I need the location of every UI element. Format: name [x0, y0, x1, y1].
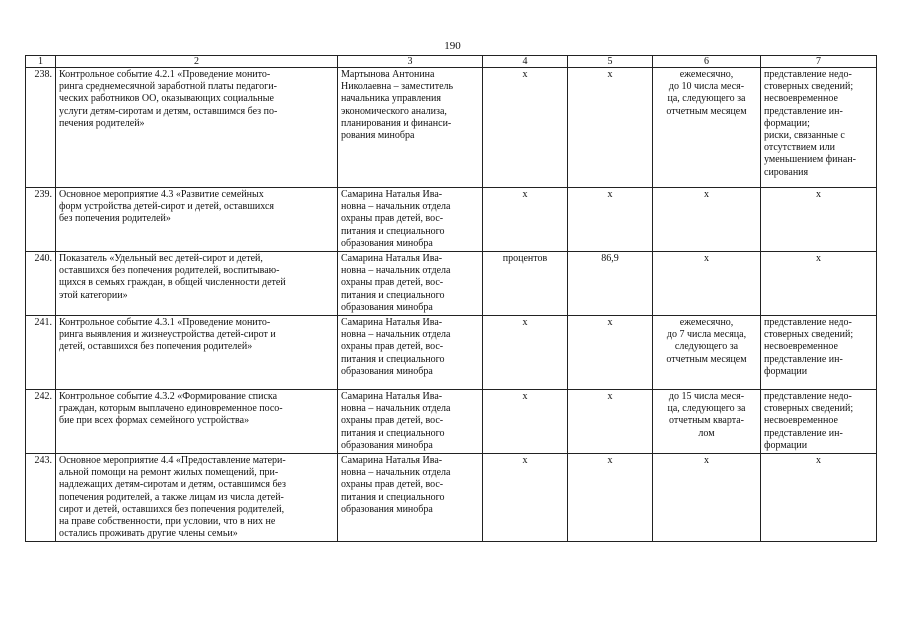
row-unit: процентов	[483, 252, 568, 316]
row-deadline: ежемесячно, до 7 числа месяца, следующего за отчетным месяцем	[653, 316, 761, 390]
header-col-4: 4	[483, 56, 568, 68]
row-risks: х	[761, 454, 877, 542]
row-description: Контрольное событие 4.3.1 «Проведение монито- ринга выявления и жизнеустройства детей-сирот и детей, оставшихся без попечения родителей»	[56, 316, 338, 390]
row-value: х	[568, 68, 653, 188]
row-description: Основное мероприятие 4.4 «Предоставление матери- альной помощи на ремонт жилых помещений, при- надлежащих детям-сиротам и детям, оставшимся без попечения родителей, а также лицам из числа детей- сирот и детей, оставшихся без попечения родителей, на праве собственности, при условии, что в них не остались проживать другие члены семьи»	[56, 454, 338, 542]
row-deadline: до 15 числа меся- ца, следующего за отчетным кварта- лом	[653, 390, 761, 454]
table-row	[26, 454, 877, 542]
row-value: 86,9	[568, 252, 653, 316]
row-unit: х	[483, 68, 568, 188]
row-risks: представление недо- стоверных сведений; несвоевременное представление ин- формации	[761, 316, 877, 390]
table-row	[26, 316, 877, 390]
row-responsible: Самарина Наталья Ива- новна – начальник отдела охраны прав детей, вос- питания и специального образования минобра	[338, 454, 483, 542]
row-responsible: Самарина Наталья Ива- новна – начальник отдела охраны прав детей, вос- питания и специального образования минобра	[338, 390, 483, 454]
row-risks: х	[761, 252, 877, 316]
row-value: х	[568, 390, 653, 454]
row-responsible: Самарина Наталья Ива- новна – начальник отдела охраны прав детей, вос- питания и специального образования минобра	[338, 188, 483, 252]
row-value: х	[568, 188, 653, 252]
row-deadline: х	[653, 188, 761, 252]
row-responsible: Мартынова Антонина Николаевна – заместитель начальника управления экономического анализа, планирования и финанси- рования минобра	[338, 68, 483, 188]
table-row	[26, 68, 877, 188]
row-risks: представление недо- стоверных сведений; несвоевременное представление ин- формации; риски, связанные с отсутствием или уменьшением финан- сирования	[761, 68, 877, 188]
header-col-5: 5	[568, 56, 653, 68]
row-number: 242.	[26, 390, 56, 454]
row-risks: х	[761, 188, 877, 252]
row-responsible: Самарина Наталья Ива- новна – начальник отдела охраны прав детей, вос- питания и специального образования минобра	[338, 316, 483, 390]
row-value: х	[568, 316, 653, 390]
row-number: 239.	[26, 188, 56, 252]
row-responsible: Самарина Наталья Ива- новна – начальник отдела охраны прав детей, вос- питания и специального образования минобра	[338, 252, 483, 316]
row-description: Показатель «Удельный вес детей-сирот и детей, оставшихся без попечения родителей, воспитываю- щихся в семьях граждан, в общей численности детей этой категории»	[56, 252, 338, 316]
row-risks: представление недо- стоверных сведений; несвоевременное представление ин- формации	[761, 390, 877, 454]
plan-table	[25, 55, 877, 542]
row-description: Основное мероприятие 4.3 «Развитие семейных форм устройства детей-сирот и детей, оставшихся без попечения родителей»	[56, 188, 338, 252]
header-col-2: 2	[56, 56, 338, 68]
row-number: 243.	[26, 454, 56, 542]
header-col-3: 3	[338, 56, 483, 68]
row-deadline: ежемесячно, до 10 числа меся- ца, следующего за отчетным месяцем	[653, 68, 761, 188]
row-deadline: х	[653, 454, 761, 542]
row-unit: х	[483, 390, 568, 454]
row-unit: х	[483, 454, 568, 542]
table-row	[26, 252, 877, 316]
row-number: 241.	[26, 316, 56, 390]
table-row	[26, 188, 877, 252]
row-number: 240.	[26, 252, 56, 316]
row-value: х	[568, 454, 653, 542]
page-number: 190	[444, 40, 461, 52]
table-row	[26, 390, 877, 454]
row-description: Контрольное событие 4.3.2 «Формирование списка граждан, которым выплачено единовременное посо- бие при всех формах семейного устройства»	[56, 390, 338, 454]
header-row	[26, 56, 877, 68]
header-col-7: 7	[761, 56, 877, 68]
row-deadline: х	[653, 252, 761, 316]
row-description: Контрольное событие 4.2.1 «Проведение монито- ринга среднемесячной заработной платы педагоги- ческих работников ОО, оказывающих социальные услуги детям-сиротам и детям, оставшимся без по- печения родителей»	[56, 68, 338, 188]
row-unit: х	[483, 316, 568, 390]
header-col-1: 1	[26, 56, 56, 68]
header-col-6: 6	[653, 56, 761, 68]
row-unit: х	[483, 188, 568, 252]
row-number: 238.	[26, 68, 56, 188]
